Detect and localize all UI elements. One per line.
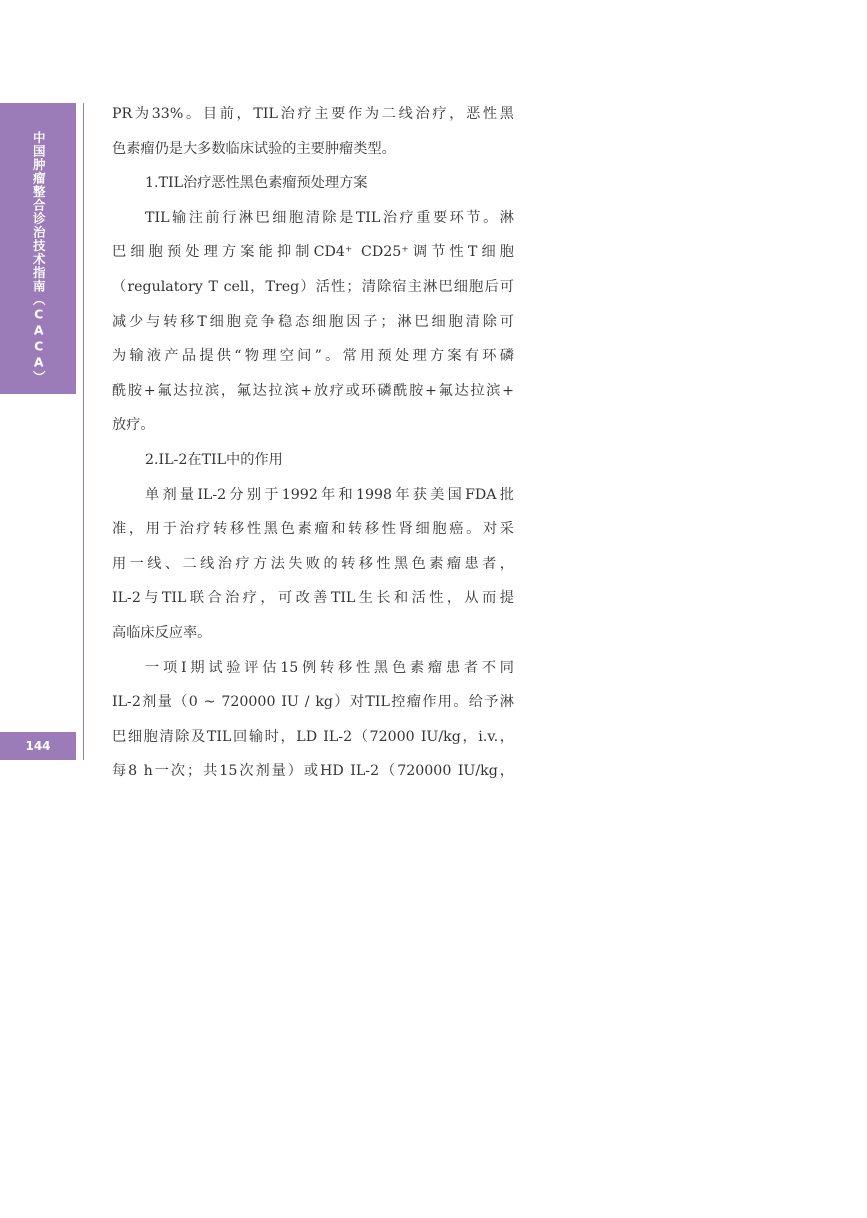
page-number-box [0, 732, 76, 760]
text-line: TIL输注前行淋巴细胞清除是TIL治疗重要环节。淋 [145, 209, 514, 226]
text-line: 巴细胞预处理方案能抑制CD4⁺ CD25⁺调节性T细胞 [112, 244, 514, 261]
text-line: 一项Ⅰ期试验评估15例转移性黑色素瘤患者不同 [145, 659, 514, 676]
text-line: （regulatory T cell，Treg）活性；清除宿主淋巴细胞后可 [112, 278, 514, 295]
text-line: 1.TIL治疗恶性黑色素瘤预处理方案 [145, 175, 368, 192]
text-line: 酰胺+氟达拉滨，氟达拉滨+放疗或环磷酰胺+氟达拉滨+ [112, 382, 514, 399]
body-text [112, 97, 514, 789]
text-line: IL-2与TIL联合治疗，可改善TIL生长和活性，从而提 [112, 590, 514, 607]
text-line: 用一线、二线治疗方法失败的转移性黑色素瘤患者， [112, 555, 514, 572]
text-line: IL-2剂量（0 ~ 720000 IU / kg）对TIL控瘤作用。给予淋 [112, 694, 514, 711]
sidebar-title: 中国肿瘤整合诊治技术指南（CACA） [31, 131, 47, 384]
text-line: 巴细胞清除及TIL回输时，LD IL-2（72000 IU/kg，i.v.， [112, 728, 514, 745]
sidebar-tab [0, 103, 76, 394]
page-number: 144 [25, 739, 51, 753]
margin-rule [83, 103, 84, 760]
text-line: 每8 h一次；共15次剂量）或HD IL-2（720000 IU/kg， [112, 763, 514, 780]
text-line: PR为33%。目前，TIL治疗主要作为二线治疗，恶性黑 [112, 106, 514, 122]
text-line: 为输液产品提供“物理空间”。常用预处理方案有环磷 [112, 348, 514, 365]
text-line: 单剂量IL-2分别于1992年和1998年获美国FDA批 [145, 486, 514, 503]
text-line: 2.IL-2在TIL中的作用 [145, 451, 283, 468]
text-line: 高临床反应率。 [112, 624, 212, 641]
text-line: 减少与转移T细胞竞争稳态细胞因子；淋巴细胞清除可 [112, 313, 514, 330]
text-line: 放疗。 [112, 417, 155, 434]
text-line: 色素瘤仍是大多数临床试验的主要肿瘤类型。 [112, 140, 396, 157]
text-line: 准，用于治疗转移性黑色素瘤和转移性肾细胞癌。对采 [112, 521, 514, 538]
